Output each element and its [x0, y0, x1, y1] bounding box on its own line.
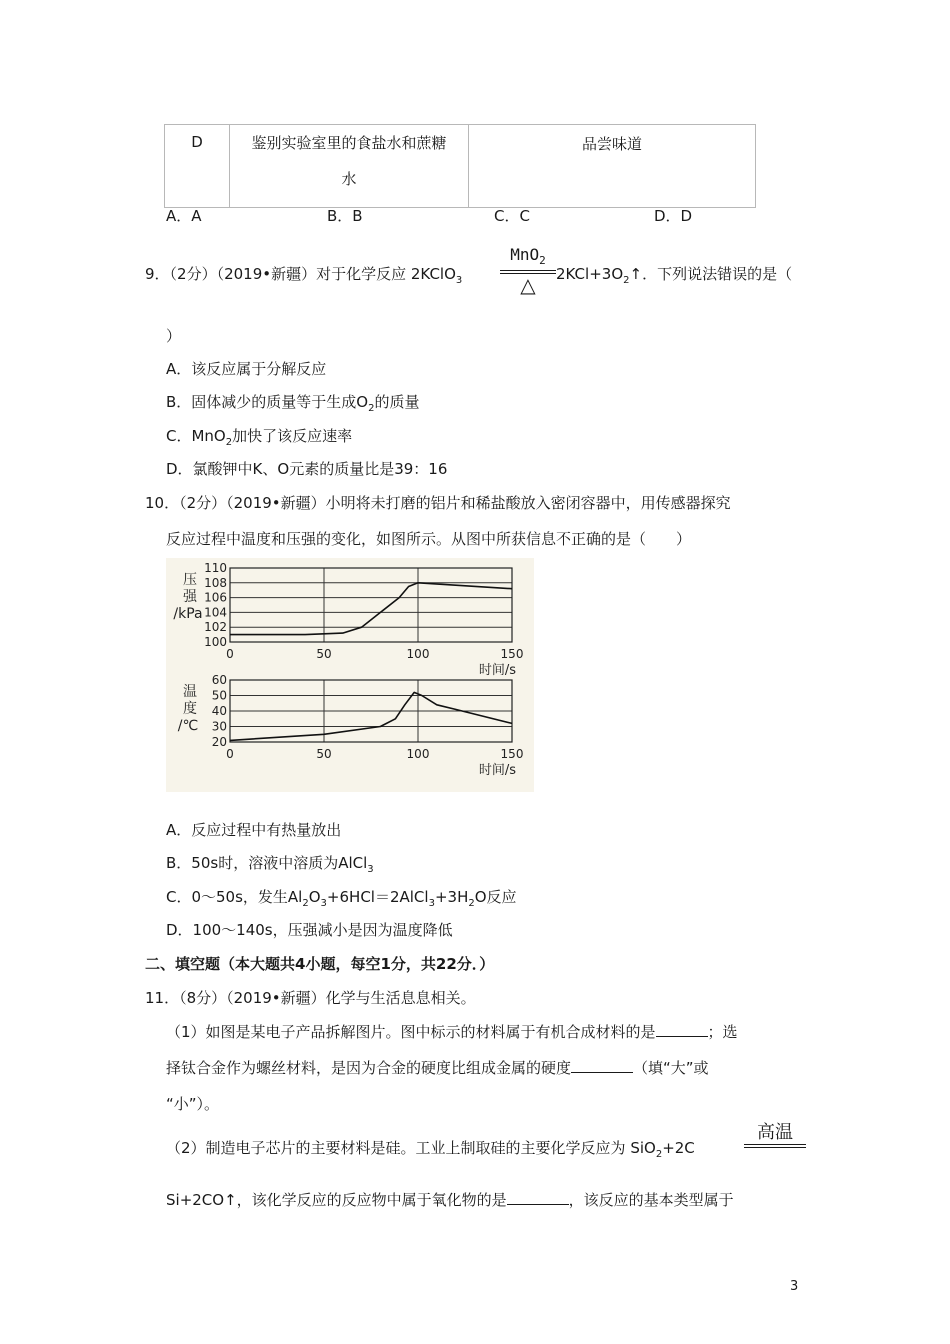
page-number: 3: [790, 1279, 799, 1294]
y-tick-label: 110: [204, 561, 227, 575]
q9-condition: △: [520, 273, 536, 298]
y-axis-label: 强: [183, 589, 197, 605]
x-tick-label: 0: [226, 747, 234, 761]
q9-products: 2KCl+3O: [556, 265, 624, 283]
table-cell-method: 品尝味道: [469, 125, 756, 208]
y-tick-label: 104: [204, 605, 227, 620]
answer-blank[interactable]: [507, 1190, 569, 1205]
q10-charts: [166, 558, 534, 792]
q10-figure: [166, 558, 534, 792]
section-2-title: 二、填空题（本大题共4小题，每空1分，共22分．）: [145, 955, 495, 973]
y-axis-label: /℃: [177, 718, 199, 734]
description-line-2: 水: [341, 170, 357, 188]
q9-products-line: [556, 263, 792, 286]
series-line: [230, 692, 512, 740]
q10-option-c: C．0～50s，发生$Al_2O_3+6HCl=2AlCl_3+3H_2O$反应: [166, 888, 517, 909]
y-axis-label: /kPa: [173, 606, 203, 622]
y-tick-label: 50: [211, 688, 227, 703]
x-tick-label: 50: [316, 647, 332, 661]
q10-option-d: D．100～140s，压强减小是因为温度降低: [166, 921, 453, 939]
table-cell-letter: D: [165, 125, 230, 208]
y-tick-label: 100: [204, 635, 227, 649]
q10-stem-line-2: 反应过程中温度和压强的变化，如图所示。从图中所获信息不正确的是（ ）: [166, 530, 692, 548]
y-tick-label: 40: [211, 704, 227, 718]
x-tick-label: 50: [316, 747, 332, 761]
y-axis-label: 压: [183, 572, 197, 588]
q11-part2-line-1: （2）制造电子芯片的主要材料是硅。工业上制取硅的主要化学反应为 SiO$_2$+2C: [166, 1139, 695, 1160]
y-axis-label: 温: [183, 684, 197, 700]
q11-part1-line-1: （1）如图是某电子产品拆解图片。图中标示的材料属于有机合成材料的是 ；选: [166, 1023, 738, 1041]
table-cell-description: [230, 125, 469, 208]
y-tick-label: 106: [204, 590, 227, 605]
x-tick-label: 150: [500, 747, 524, 761]
q10-stem-line-1: 10．（2分）（2019•新疆）小明将未打磨的铝片和稀盐酸放入密闭容器中，用传感器探究: [145, 494, 731, 512]
q8-option-c: C．C: [494, 207, 530, 225]
q11-reaction-arrow: [744, 1122, 806, 1148]
table-row: [165, 125, 756, 208]
x-axis-label: 时间/s: [478, 763, 516, 778]
y-tick-label: 102: [204, 620, 227, 635]
q11-part2-line-2: Si+2CO↑，该化学反应的反应物中属于氧化物的是 ，该反应的基本类型属于: [166, 1191, 734, 1209]
x-axis-label: 时间/s: [478, 663, 516, 678]
q9-prefix: 9．（2分）（2019•新疆）对于化学反应 2KClO: [145, 265, 456, 283]
y-tick-label: 20: [211, 735, 227, 749]
q11-part1-line-3: “小”）。: [166, 1095, 220, 1113]
x-tick-label: 0: [226, 647, 234, 661]
q10-option-b: B．50s时，溶液中溶质为AlCl$_3$: [166, 854, 374, 875]
q11-part1-line-2: 择钛合金作为螺丝材料，是因为合金的硬度比组成金属的硬度 （填“大”或: [166, 1059, 709, 1077]
q9-suffix: ↑．下列说法错误的是（: [629, 265, 793, 283]
q9-reaction-arrow: [500, 246, 556, 296]
options-table: [164, 124, 756, 208]
q9-option-d: D．氯酸钾中K、O元素的质量比是39：16: [166, 460, 448, 478]
description-line-1: 鉴别实验室里的食盐水和蔗糖: [251, 134, 447, 152]
x-tick-label: 100: [406, 647, 430, 661]
q9-products-sub: 2: [623, 275, 630, 286]
q8-option-a: A．A: [166, 207, 202, 225]
q11-equals-bar: [744, 1144, 806, 1148]
q11-condition: 高温: [757, 1122, 793, 1143]
q9-option-a: A．该反应属于分解反应: [166, 360, 327, 378]
q9-stem: [145, 263, 462, 286]
y-tick-label: 108: [204, 575, 227, 590]
q8-option-b: B．B: [327, 207, 363, 225]
q9-option-c: C．MnO$_2$加快了该反应速率: [166, 427, 353, 448]
q8-option-d: D．D: [654, 207, 693, 225]
q9-option-b: B．固体减少的质量等于生成$O_2$的质量: [166, 393, 420, 414]
x-tick-label: 150: [500, 647, 524, 661]
plot-frame: [230, 568, 512, 642]
y-tick-label: 30: [211, 719, 227, 734]
q9-sub-3: 3: [455, 275, 463, 286]
answer-blank[interactable]: [656, 1022, 708, 1037]
q11-head: 11．（8分）（2019•新疆）化学与生活息息相关。: [145, 989, 476, 1007]
q10-option-a: A．反应过程中有热量放出: [166, 821, 342, 839]
x-tick-label: 100: [406, 747, 430, 761]
y-tick-label: 60: [211, 673, 227, 687]
answer-blank[interactable]: [571, 1058, 633, 1073]
q9-catalyst: MnO$_2$: [510, 245, 546, 268]
q9-close-paren: ）: [166, 327, 182, 345]
y-axis-label: 度: [183, 701, 197, 717]
